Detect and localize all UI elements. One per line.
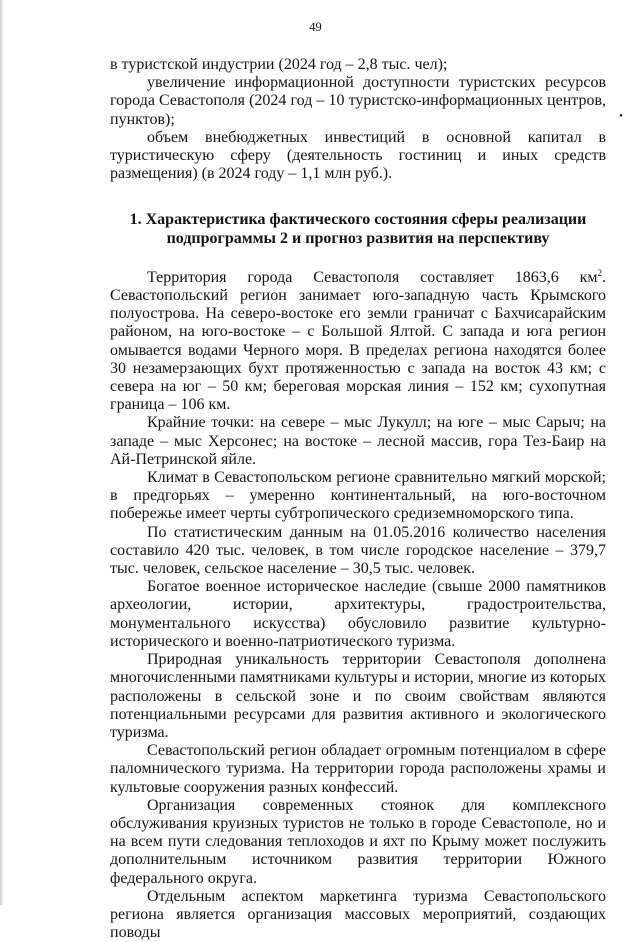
intro-item-3: объем внебюджетных инвестиций в основной капитал в туристическую сферу (деятельность гостиниц и иных средств размещения) (в 2024 году – 1,1 млн руб.). bbox=[110, 128, 606, 183]
territory-rest: . Севастопольский регион занимает юго-западную часть Крымского полуострова. На северо-востоке его земли граничат с Бахчисарайским районом, на юго-востоке – с Большой Ялтой. С запада и юга регион омывается водами Черного моря. В пределах региона находятся более 30 незамерзающих бухт протяженностью с запада на восток 43 км; с севера на юг – 50 км; береговая морская линия – 152 км; сухопутная граница – 106 км. bbox=[110, 268, 606, 414]
paragraph-population: По статистическим данным на 01.05.2016 количество населения составило 420 тыс. человек, в том числе городское население – 379,7 тыс. человек, сельское население – 30,5 тыс. человек. bbox=[110, 523, 606, 578]
paragraph-pilgrimage: Севастопольский регион обладает огромным потенциалом в сфере паломнического туризма. На территории города расположены храмы и культовые сооружения разных конфессий. bbox=[110, 742, 606, 796]
page-number: 49 bbox=[309, 20, 322, 34]
paragraph-cruise: Организация современных стоянок для комплексного обслуживания круизных туристов не только в городе Севастополе, но и на всем пути следования теплоходов и яхт по Крыму может послужить дополнительным источником развития территории Южного федерального округа. bbox=[110, 796, 606, 887]
paragraph-events: Отдельным аспектом маркетинга туризма Севастопольского региона является организация массовых мероприятий, создающих поводы bbox=[110, 887, 606, 942]
paragraph-climate: Климат в Севастопольском регионе сравнительно мягкий морской; в предгорьях – умеренно континентальный, на юго-восточном побережье имеет черты субтропического средиземноморского типа. bbox=[110, 469, 606, 523]
document-body bbox=[110, 56, 606, 942]
territory-text: Территория города Севастополя составляет 1863,6 км bbox=[147, 268, 598, 286]
paragraph-heritage: Богатое военное историческое наследие (свыше 2000 памятников археологии, истории, архитектуры, градостроительства, монументального искусства) обусловило развитие культурно-исторического и военно-патриотического туризма. bbox=[110, 578, 606, 650]
territory-sup: 2 bbox=[597, 267, 602, 278]
paragraph-extreme-points: Крайние точки: на севере – мыс Лукулл; на юге – мыс Сарыч; на западе – мыс Херсонес; на востоке – лесной массив, гора Тез-Баир на Ай-Петринской яйле. bbox=[110, 414, 606, 468]
intro-line-1: в туристской индустрии (2024 год – 2,8 тыс. чел); bbox=[110, 56, 448, 73]
section-heading-line-2: подпрограммы 2 и прогноз развития на перспективу bbox=[166, 229, 550, 247]
section-heading-line-1: 1. Характеристика фактического состояния сферы реализации bbox=[129, 211, 587, 229]
section-heading bbox=[110, 211, 606, 247]
intro-item-2: увеличение информационной доступности туристских ресурсов города Севастополя (2024 год – 10 туристско-информационных центров, пунктов); bbox=[110, 74, 606, 128]
margin-mark: • bbox=[619, 110, 623, 122]
scan-edge bbox=[0, 0, 3, 905]
paragraph-territory bbox=[110, 269, 606, 415]
paragraph-nature: Природная уникальность территории Севастополя дополнена многочисленными памятниками культуры и истории, многие из которых расположены в сельской зоне и по своим свойствам являются потенциальными ресурсами для развития активного и экологического туризма. bbox=[110, 651, 606, 741]
